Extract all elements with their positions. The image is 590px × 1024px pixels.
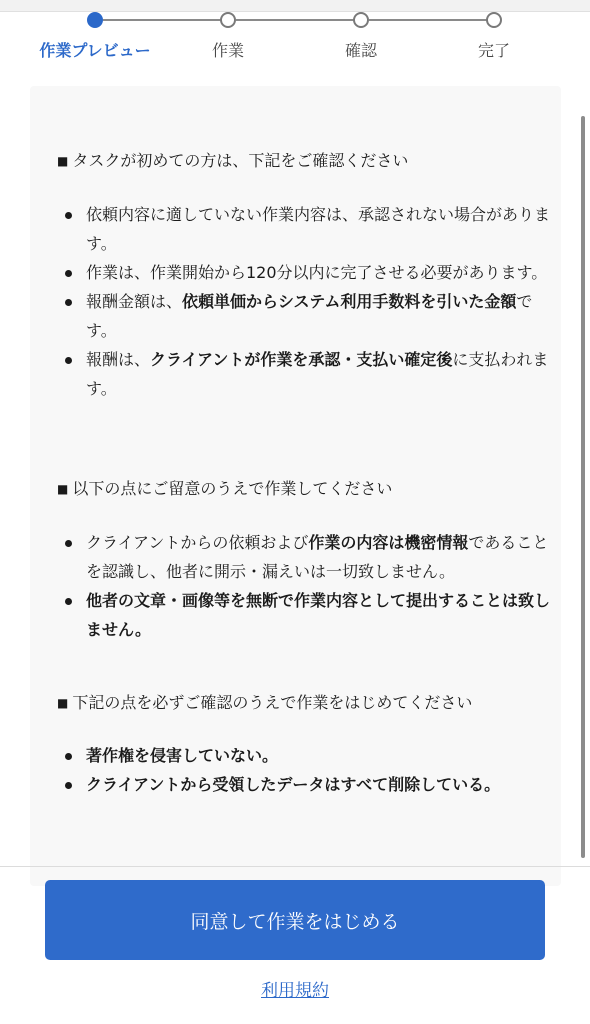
step-label-confirm: 確認: [344, 41, 378, 60]
stepper-connector: [369, 19, 487, 21]
section-title-checklist: ■ 下記の点を必ずご確認のうえで作業をはじめてください: [57, 693, 473, 712]
stepper-connector: [236, 19, 354, 21]
step-dot-work: [220, 12, 236, 28]
checklist-list: [60, 741, 555, 799]
list-item: 報酬金額は、依頼単価からシステム利用手数料を引いた金額です。: [60, 287, 555, 345]
list-item: クライアントから受領したデータはすべて削除している。: [60, 770, 555, 799]
cautions-list: [60, 528, 555, 644]
square-bullet-icon: ■: [57, 482, 69, 496]
list-item: 著作権を侵害していない。: [60, 741, 555, 770]
stepper-connector: [103, 19, 221, 21]
list-item: 作業は、作業開始から120分以内に完了させる必要があります。: [60, 258, 555, 287]
step-label-complete: 完了: [477, 41, 511, 60]
step-dot-complete: [486, 12, 502, 28]
scrollbar[interactable]: [581, 116, 585, 858]
section-title-cautions: ■ 以下の点にご留意のうえで作業してください: [57, 479, 393, 498]
list-item: クライアントからの依頼および作業の内容は機密情報であることを認識し、他者に開示・漏えいは一切致しません。: [60, 528, 555, 586]
progress-stepper: [0, 12, 590, 72]
list-item: 報酬は、クライアントが作業を承認・支払い確定後に支払われます。: [60, 345, 555, 403]
step-label-preview: 作業プレビュー: [39, 41, 151, 60]
terms-of-use-link[interactable]: 利用規約: [261, 981, 329, 1001]
agree-and-start-button[interactable]: 同意して作業をはじめる: [45, 880, 545, 960]
list-item: 他者の文章・画像等を無断で作業内容として提出することは致しません。: [60, 586, 555, 644]
list-item: 依頼内容に適していない作業内容は、承認されない場合があります。: [60, 200, 555, 258]
square-bullet-icon: ■: [57, 154, 69, 168]
footer-divider: [0, 866, 590, 867]
step-dot-preview: [87, 12, 103, 28]
step-dot-confirm: [353, 12, 369, 28]
browser-top-edge: [0, 0, 590, 12]
step-label-work: 作業: [211, 41, 245, 60]
section-title-first-time: ■ タスクが初めての方は、下記をご確認ください: [57, 151, 409, 170]
square-bullet-icon: ■: [57, 696, 69, 710]
first-time-notes-list: [60, 200, 555, 403]
